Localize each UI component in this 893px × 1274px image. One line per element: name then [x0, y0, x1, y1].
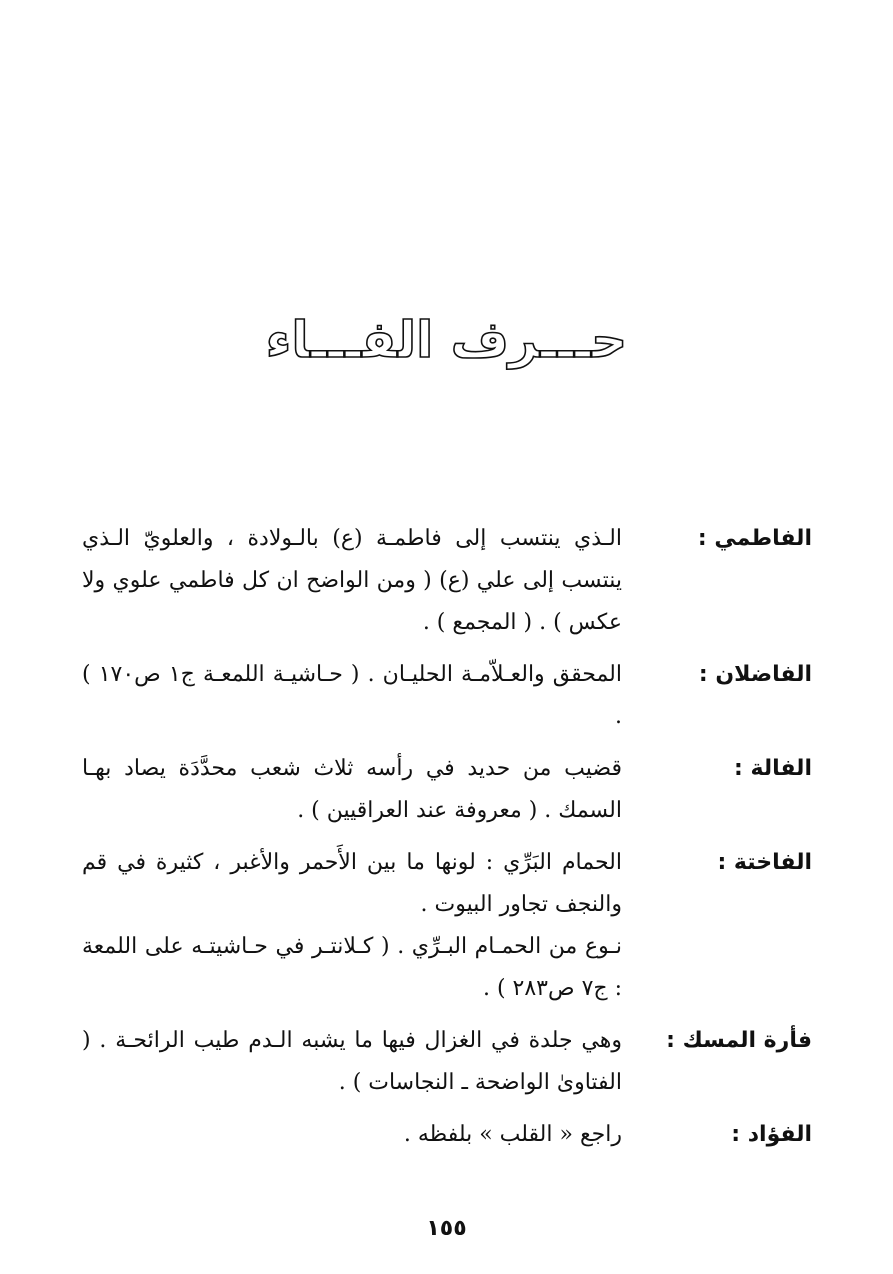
entry-definition [82, 842, 622, 1010]
entry-term: الفاضلان : [698, 662, 812, 687]
page-number: ١٥٥ [426, 1216, 467, 1241]
definition-text: المحقق والعـلاّمـة الحليـان . ( حـاشيـة اللمعـة ج١ ص١٧٠ ) . [82, 662, 622, 729]
glossary-entry [82, 748, 812, 832]
entry-definition [82, 518, 622, 644]
entry-term: الفالة : [734, 756, 812, 781]
definition-text: قضيب من حديد في رأسه ثلاث شعب محدَّدَة يصاد بهـا السمك . ( معروفة عند العراقيين ) . [82, 756, 622, 823]
glossary-entry [82, 518, 812, 644]
entry-term: فأرة المسك : [666, 1028, 812, 1053]
definition-text: راجع « القلب » بلفظه . [403, 1122, 622, 1147]
entry-term: الفاختة : [717, 850, 812, 875]
entry-term: الفؤاد : [731, 1122, 812, 1147]
entry-definition [82, 1114, 622, 1156]
definition-text: نـوع من الحمـام البـرِّي . ( كـلانتـر في حـاشيتـه على اللمعة : ج٧ ص٢٨٣ ) . [82, 934, 622, 1001]
entry-definition [82, 748, 622, 832]
chapter-title: حـــرف الفـــاء [265, 311, 628, 369]
glossary-entry [82, 842, 812, 1010]
glossary-entry [82, 1114, 812, 1156]
glossary-entry [82, 654, 812, 738]
definition-text: الحمام البَرِّي : لونها ما بين الأَحمر والأغبر ، كثيرة في قم والنجف تجاور البيوت . [82, 850, 622, 917]
definition-text: الـذي ينتسب إلى فاطمـة (ع) بالـولادة ، والعلويّ الـذي ينتسب إلى علي (ع) ( ومن الواضح ان كل فاطمي علوي ولا عكس ) . ( المجمع ) . [82, 526, 622, 635]
entry-term: الفاطمي : [697, 526, 812, 551]
glossary-entries [82, 518, 812, 1166]
entry-definition [82, 654, 622, 738]
definition-text: وهي جلدة في الغزال فيها ما يشبه الـدم طيب الرائحـة . ( الفتاوىٰ الواضحة ـ النجاسات ) . [82, 1028, 622, 1095]
glossary-entry [82, 1020, 812, 1104]
entry-definition [82, 1020, 622, 1104]
